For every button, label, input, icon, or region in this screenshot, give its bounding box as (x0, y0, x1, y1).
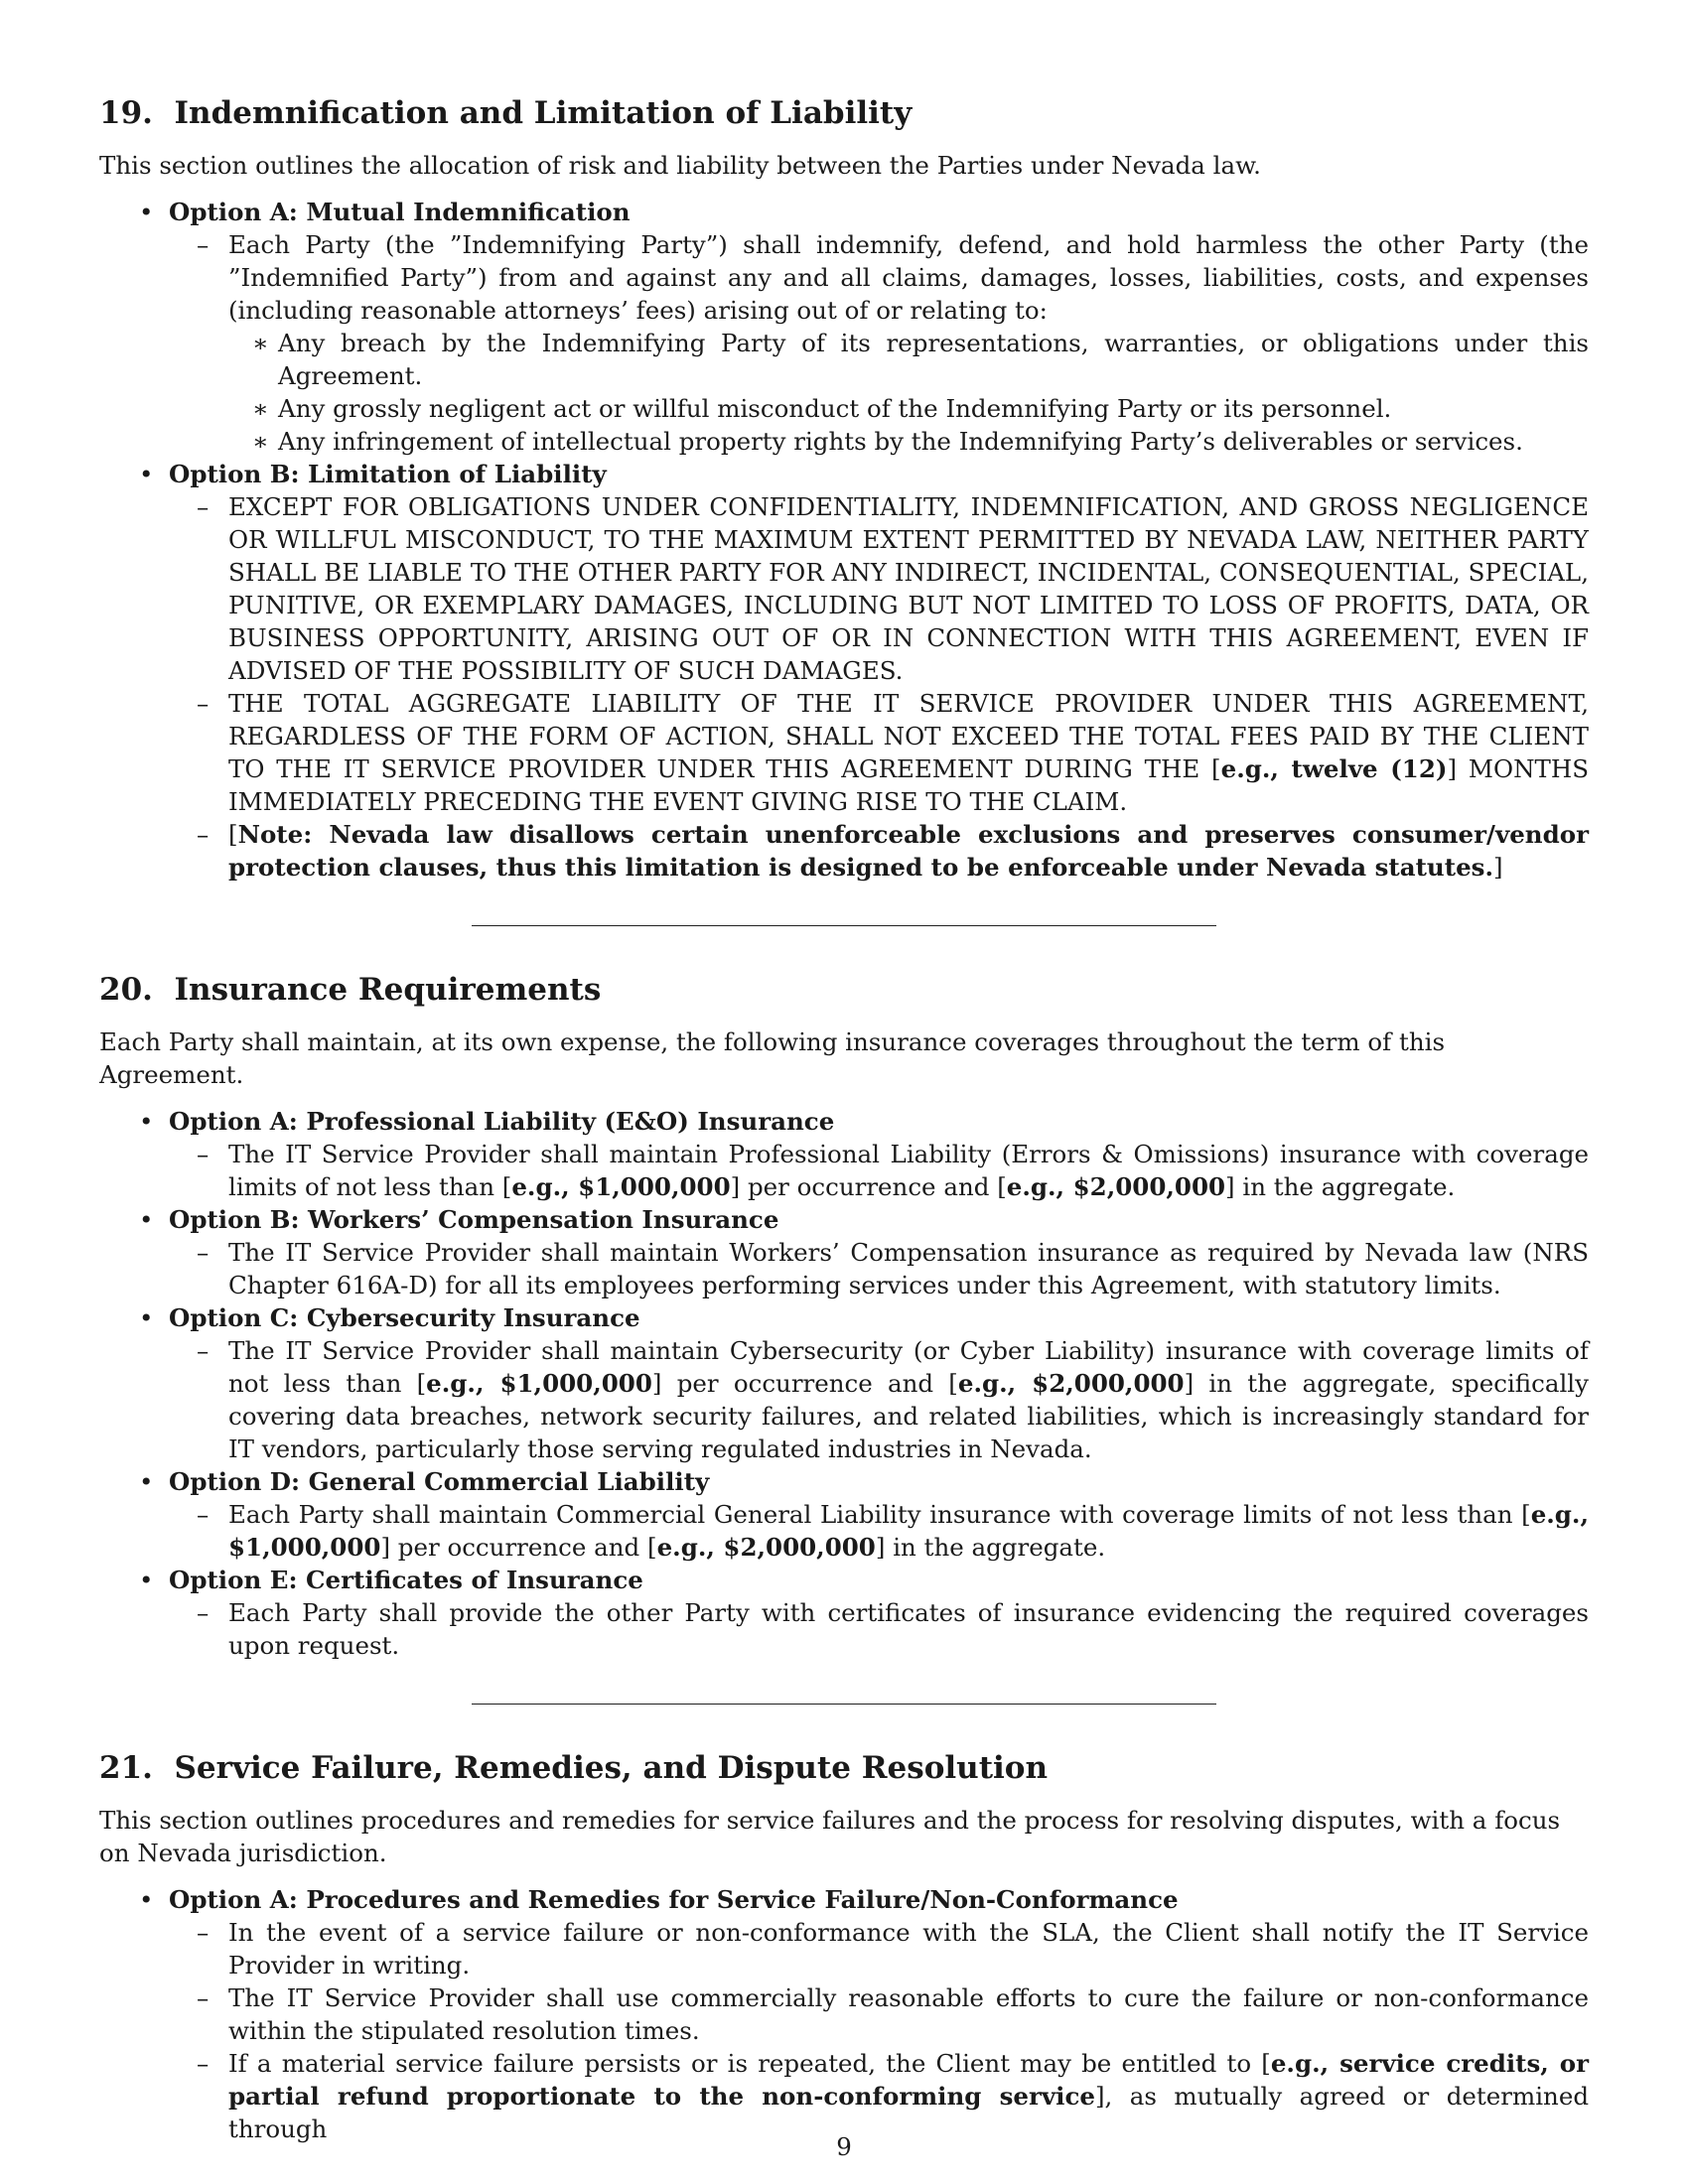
option-title: Option E: Certificates of Insurance (169, 1566, 643, 1594)
section-divider (472, 925, 1216, 926)
section-intro: Each Party shall maintain, at its own expense, the following insurance coverages throughout the term of this Agreement. (99, 1027, 1446, 1089)
option-title: Option C: Cybersecurity Insurance (169, 1303, 640, 1332)
section-19 (99, 91, 1589, 884)
section-divider (472, 1704, 1216, 1705)
option-item (99, 196, 1589, 458)
option-title: Option A: Procedures and Remedies for Service Failure/Non-Conformance (169, 1885, 1179, 1914)
clause-item (169, 687, 1589, 818)
section-intro: This section outlines the allocation of risk and liability between the Parties under Nevada law. (99, 151, 1261, 180)
option-item (99, 1301, 1589, 1465)
clause-item (169, 1334, 1589, 1465)
option-title: Option B: Limitation of Liability (169, 460, 607, 488)
option-title: Option B: Workers’ Compensation Insurance (169, 1205, 779, 1234)
clause-item (169, 490, 1589, 687)
clause-item (169, 1981, 1589, 2047)
clause-text: [Note: Nevada law disallows certain unenforceable exclusions and preserves consumer/vendor protection clauses, thus this limitation is designed to be enforceable under Nevada statutes.] (228, 820, 1589, 882)
clause-text: If a material service failure persists or is repeated, the Client may be entitled to [e.g., service credits, or partial refund proportionate to the non-conforming service], as mutually agreed or determined through (228, 2049, 1589, 2143)
option-title: Option D: General Commercial Liability (169, 1467, 710, 1496)
option-item (99, 458, 1589, 884)
section-heading: 21. Service Failure, Remedies, and Dispute Resolution (99, 1750, 1049, 1786)
clause-item (169, 228, 1589, 458)
clause-item (169, 1498, 1589, 1564)
option-item (99, 1883, 1589, 2145)
option-title: Option A: Mutual Indemnification (169, 198, 631, 226)
clause-item (169, 1138, 1589, 1203)
clause-item (169, 818, 1589, 884)
section-heading: 20. Insurance Requirements (99, 972, 602, 1008)
clause-item (169, 1916, 1589, 1981)
section-20 (99, 968, 1589, 1662)
clause-text: THE TOTAL AGGREGATE LIABILITY OF THE IT SERVICE PROVIDER UNDER THIS AGREEMENT, REGARDLESS OF THE FORM OF ACTION, SHALL NOT EXCEED THE TOTAL FEES PAID BY THE CLIENT TO THE IT SERVICE PROVIDER UNDER THIS AGREEMENT DURING THE [e.g., twelve (12)] MONTHS IMMEDIATELY PRECEDING THE EVENT GIVING RISE TO THE CLAIM. (228, 689, 1589, 816)
dash-icon: – (197, 820, 210, 849)
asterisk-icon: ∗ (252, 427, 269, 456)
dash-icon: – (197, 1238, 210, 1267)
dash-icon: – (197, 1918, 210, 1947)
clause-item (169, 1236, 1589, 1301)
sub-clause: ∗ Any breach by the Indemnifying Party of its representations, warranties, or obligations under this Agreement. (252, 329, 1589, 390)
bullet-icon: • (139, 198, 154, 226)
clause-text: Each Party shall maintain Commercial General Liability insurance with coverage limits of not less than [e.g., $1,000,000] per occurrence and [e.g., $2,000,000] in the aggregate. (228, 1500, 1589, 1562)
dash-icon: – (197, 689, 210, 718)
bullet-icon: • (139, 460, 154, 488)
clause-text: The IT Service Provider shall use commercially reasonable efforts to cure the failure or non-conformance within the stipulated resolution times. (228, 1983, 1589, 2045)
option-item (99, 1564, 1589, 1662)
bullet-icon: • (139, 1566, 154, 1594)
option-list (99, 1105, 1589, 1662)
clause-text: The IT Service Provider shall maintain Workers’ Compensation insurance as required by Nevada law (NRS Chapter 616A-D) for all its employees performing services under this Agreement, with statutory limits. (228, 1238, 1589, 1299)
option-item (99, 1105, 1589, 1203)
dash-icon: – (197, 492, 210, 521)
dash-icon: – (197, 1598, 210, 1627)
dash-icon: – (197, 1336, 210, 1365)
dash-icon: – (197, 1500, 210, 1529)
clause-text: In the event of a service failure or non-conformance with the SLA, the Client shall notify the IT Service Provider in writing. (228, 1918, 1589, 1979)
asterisk-icon: ∗ (252, 329, 269, 357)
clause-text: Each Party shall provide the other Party with certificates of insurance evidencing the required coverages upon request. (228, 1598, 1589, 1660)
dash-icon: – (197, 2049, 210, 2078)
option-list (99, 196, 1589, 884)
dash-icon: – (197, 1140, 210, 1168)
sub-clause: ∗ Any infringement of intellectual property rights by the Indemnifying Party’s deliverables or services. (252, 427, 1523, 456)
document-page (99, 91, 1589, 2145)
clause-text: Each Party (the ”Indemnifying Party”) shall indemnify, defend, and hold harmless the other Party (the ”Indemnified Party”) from and against any and all claims, damages, losses, liabilities, costs, and expenses (including reasonable attorneys’ fees) arising out of or relating to: (228, 230, 1589, 325)
option-list (99, 1883, 1589, 2145)
clause-text: EXCEPT FOR OBLIGATIONS UNDER CONFIDENTIALITY, INDEMNIFICATION, AND GROSS NEGLIGENCE OR WILLFUL MISCONDUCT, TO THE MAXIMUM EXTENT PERMITTED BY NEVADA LAW, NEITHER PARTY SHALL BE LIABLE TO THE OTHER PARTY FOR ANY INDIRECT, INCIDENTAL, CONSEQUENTIAL, SPECIAL, PUNITIVE, OR EXEMPLARY DAMAGES, INCLUDING BUT NOT LIMITED TO LOSS OF PROFITS, DATA, OR BUSINESS OPPORTUNITY, ARISING OUT OF OR IN CONNECTION WITH THIS AGREEMENT, EVEN IF ADVISED OF THE POSSIBILITY OF SUCH DAMAGES. (228, 492, 1589, 685)
section-21 (99, 1746, 1589, 2145)
bullet-icon: • (139, 1303, 154, 1332)
clause-item (169, 2047, 1589, 2145)
option-item (99, 1203, 1589, 1301)
page-number: 9 (836, 2132, 852, 2161)
option-title: Option A: Professional Liability (E&O) Insurance (169, 1107, 835, 1136)
asterisk-icon: ∗ (252, 394, 269, 423)
section-intro: This section outlines procedures and remedies for service failures and the process for resolving disputes, with a focus on Nevada jurisdiction. (99, 1806, 1561, 1867)
bullet-icon: • (139, 1467, 154, 1496)
section-heading: 19. Indemnification and Limitation of Liability (99, 95, 913, 131)
dash-icon: – (197, 230, 210, 259)
clause-item (169, 1596, 1589, 1662)
sub-clause: ∗ Any grossly negligent act or willful misconduct of the Indemnifying Party or its personnel. (252, 394, 1392, 423)
clause-text: The IT Service Provider shall maintain Cybersecurity (or Cyber Liability) insurance with coverage limits of not less than [e.g., $1,000,000] per occurrence and [e.g., $2,000,000] in the aggregate, specifically covering data breaches, network security failures, and related liabilities, which is increasingly standard for IT vendors, particularly those serving regulated industries in Nevada. (228, 1336, 1589, 1463)
bullet-icon: • (139, 1885, 154, 1914)
dash-icon: – (197, 1983, 210, 2012)
option-item (99, 1465, 1589, 1564)
clause-text: The IT Service Provider shall maintain Professional Liability (Errors & Omissions) insurance with coverage limits of not less than [e.g., $1,000,000] per occurrence and [e.g., $2,000,000] in the aggregate. (228, 1140, 1589, 1201)
bullet-icon: • (139, 1205, 154, 1234)
bullet-icon: • (139, 1107, 154, 1136)
